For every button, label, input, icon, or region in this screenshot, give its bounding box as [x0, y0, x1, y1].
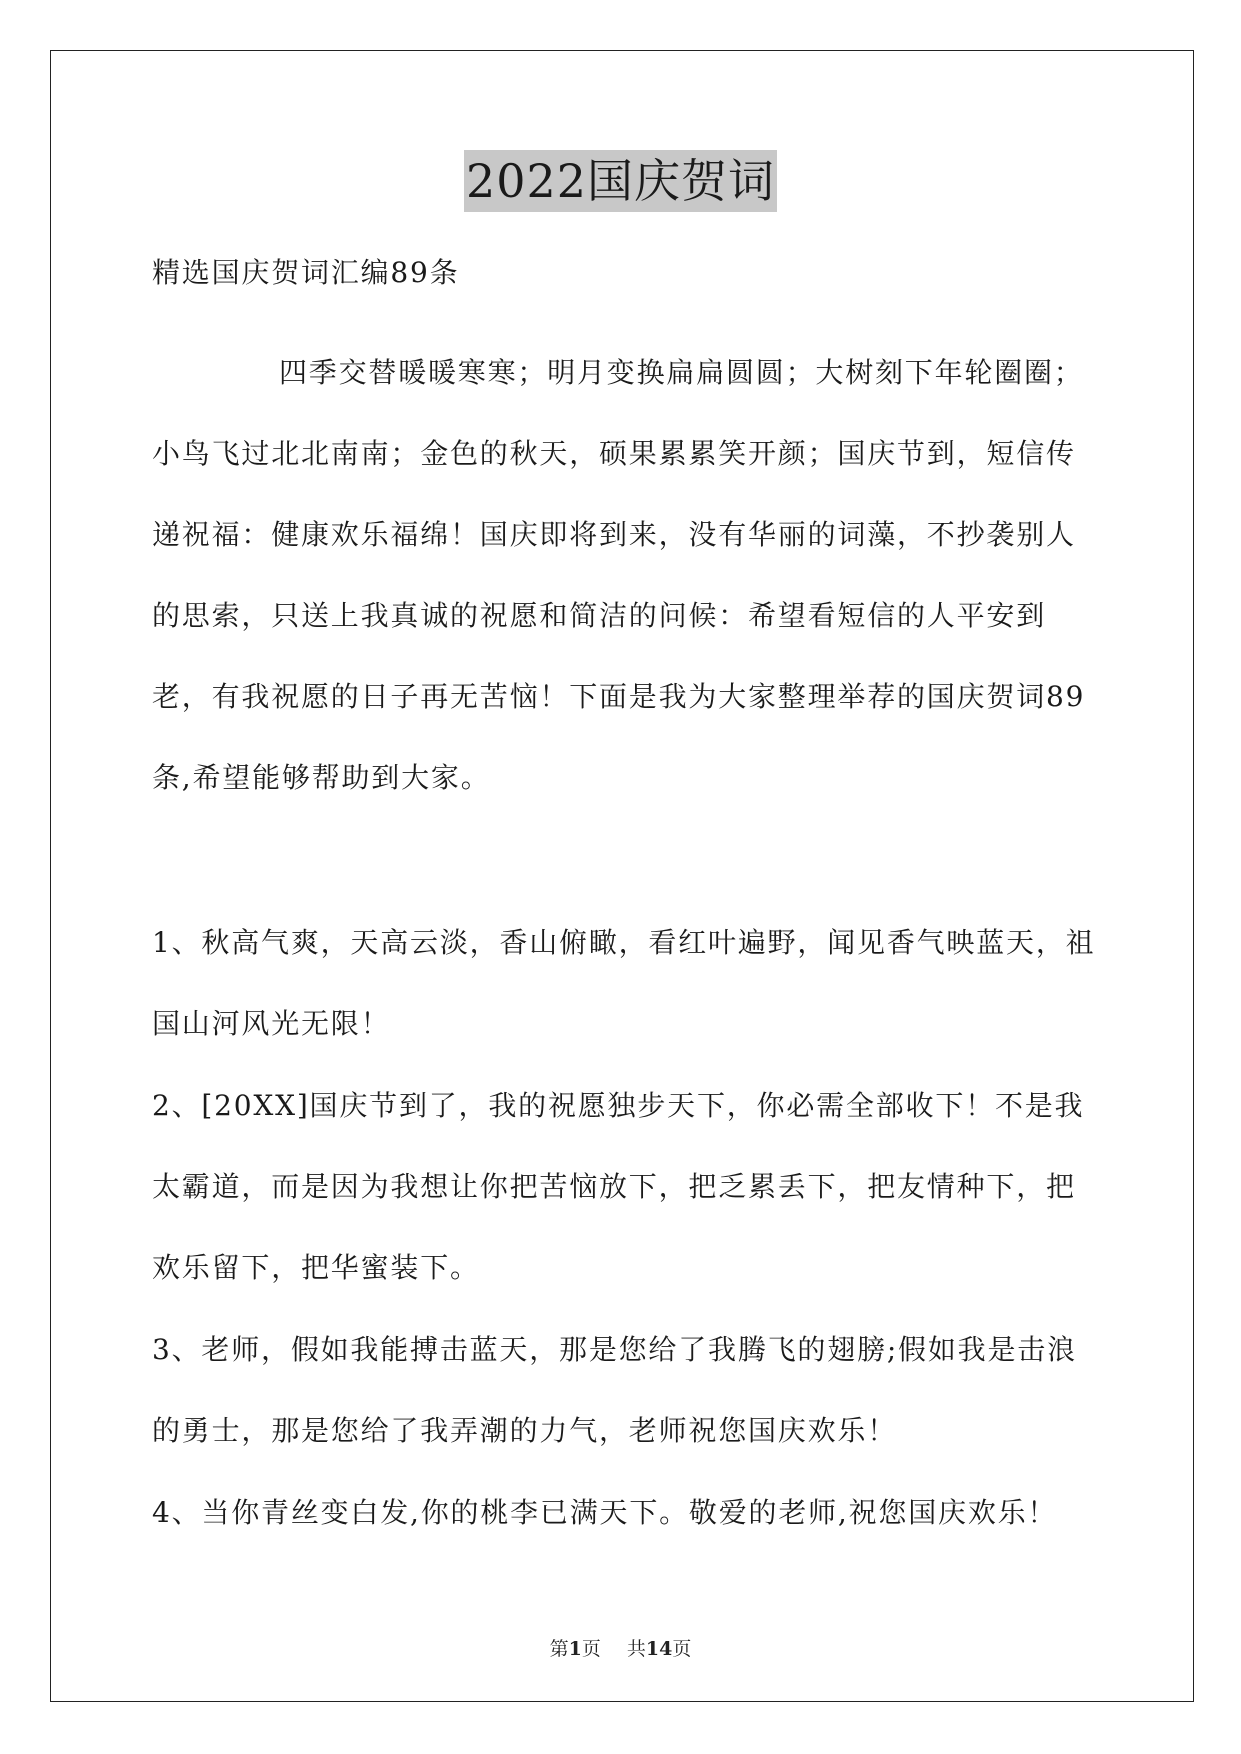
document-subtitle: 精选国庆贺词汇编89条: [152, 256, 460, 289]
total-suffix: 页: [672, 1638, 692, 1660]
intro-paragraph: 四季交替暖暖寒寒；明月变换扁扁圆圆；大树刻下年轮圈圈；小鸟飞过北北南南；金色的秋天，硕果累累笑开颜；国庆节到，短信传递祝福：健康欢乐福绵！国庆即将到来，没有华丽的词藻，不抄袭别人的思索，只送上我真诚的祝愿和简洁的问候：希望看短信的人平安到老，有我祝愿的日子再无苦恼！下面是我为大家整理举荐的国庆贺词89条,希望能够帮助到大家。: [152, 356, 1086, 794]
list-item: 4、当你青丝变白发,你的桃李已满天下。敬爱的老师,祝您国庆欢乐！: [152, 1496, 1058, 1529]
document-title-text: 2022国庆贺词: [464, 150, 777, 212]
page-footer: [0, 1634, 1241, 1661]
page-total: 14: [645, 1638, 673, 1660]
list-item: 2、[20XX]国庆节到了，我的祝愿独步天下，你必需全部收下！不是我太霸道，而是因为我想让你把苦恼放下，把乏累丢下，把友情种下，把欢乐留下，把华蜜装下。: [152, 1089, 1085, 1284]
list-item: 3、老师，假如我能搏击蓝天，那是您给了我腾飞的翅膀;假如我是击浪的勇士，那是您给了我弄潮的力气，老师祝您国庆欢乐！: [152, 1333, 1077, 1447]
page-current: 1: [568, 1638, 582, 1660]
page-prefix: 第: [549, 1638, 569, 1660]
page-suffix: 页: [581, 1638, 601, 1660]
list-item: 1、秋高气爽，天高云淡，香山俯瞰，看红叶遍野，闻见香气映蓝天，祖国山河风光无限！: [152, 926, 1096, 1040]
document-title: [0, 150, 1241, 212]
total-prefix: 共: [626, 1638, 646, 1660]
